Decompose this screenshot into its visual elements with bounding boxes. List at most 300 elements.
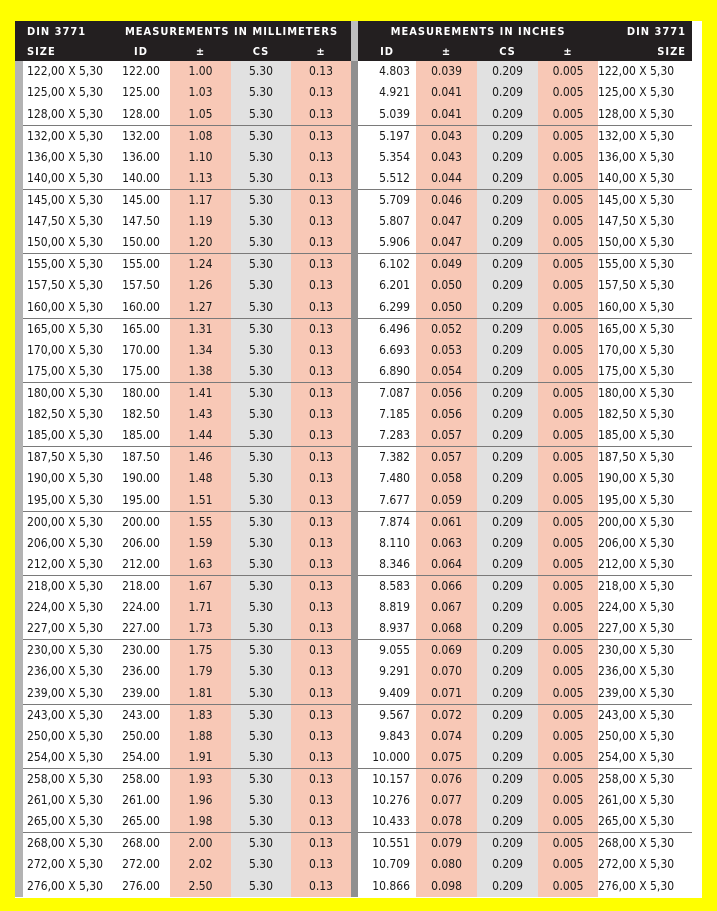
row-left-bar (15, 640, 23, 662)
mm-id-tolerance-cell: 2.50 (170, 876, 231, 897)
mm-cs-cell: 5.30 (231, 447, 291, 469)
din-size-left: 218,00 X 5,30 (23, 575, 112, 597)
inch-cs-tolerance-cell: 0.005 (538, 425, 598, 447)
inch-id-cell: 7.874 (358, 511, 416, 533)
column-divider (351, 876, 358, 897)
column-divider (351, 361, 358, 383)
mm-id-tolerance-cell: 1.79 (170, 661, 231, 682)
inch-cs-tolerance-cell: 0.005 (538, 297, 598, 319)
row-left-bar (15, 297, 23, 319)
inch-id-cell: 7.382 (358, 447, 416, 469)
mm-cs-cell: 5.30 (231, 189, 291, 211)
mm-id-cell: 190.00 (112, 468, 170, 489)
inch-id-cell: 10.551 (358, 833, 416, 855)
mm-cs-cell: 5.30 (231, 168, 291, 190)
mm-id-tolerance-cell: 1.34 (170, 340, 231, 361)
inch-cs-tolerance-cell: 0.005 (538, 104, 598, 126)
mm-cs-tolerance-cell: 0.13 (291, 533, 351, 554)
inch-cs-tolerance-cell: 0.005 (538, 726, 598, 747)
mm-cs-cell: 5.30 (231, 318, 291, 340)
mm-cs-cell: 5.30 (231, 125, 291, 147)
table-row (15, 254, 692, 276)
inch-id-cell: 5.197 (358, 125, 416, 147)
mm-id-tolerance-cell: 1.41 (170, 382, 231, 404)
inch-id-tolerance-cell: 0.079 (416, 833, 477, 855)
mm-cs-cell: 5.30 (231, 683, 291, 705)
din-size-right: 157,50 X 5,30 (598, 275, 692, 296)
mm-cs-cell: 5.30 (231, 704, 291, 726)
din-size-right: 182,50 X 5,30 (598, 404, 692, 425)
column-divider (351, 104, 358, 126)
inch-cs-cell: 0.209 (477, 640, 538, 662)
column-divider (351, 575, 358, 597)
inch-cs-tolerance-cell: 0.005 (538, 490, 598, 512)
inch-cs-tolerance-cell: 0.005 (538, 790, 598, 811)
inch-cs-tolerance-cell: 0.005 (538, 125, 598, 147)
column-divider (351, 618, 358, 640)
column-divider (351, 704, 358, 726)
mm-cs-tolerance-cell: 0.13 (291, 854, 351, 875)
mm-cs-tolerance-cell: 0.13 (291, 661, 351, 682)
mm-cs-tolerance-cell: 0.13 (291, 768, 351, 790)
din-size-right: 187,50 X 5,30 (598, 447, 692, 469)
mm-id-header: ID (134, 44, 148, 58)
row-left-bar (15, 318, 23, 340)
table-row (15, 683, 692, 705)
mm-cs-cell: 5.30 (231, 533, 291, 554)
din-size-right: 136,00 X 5,30 (598, 147, 692, 168)
inch-id-cell: 5.512 (358, 168, 416, 190)
mm-cs-cell: 5.30 (231, 597, 291, 618)
din-size-right: 185,00 X 5,30 (598, 425, 692, 447)
din-size-left: 265,00 X 5,30 (23, 811, 112, 833)
inch-id-cell: 7.480 (358, 468, 416, 489)
mm-id-tolerance-cell: 1.00 (170, 61, 231, 82)
right-size-header-line1: DIN 3771 (626, 24, 687, 38)
inch-id-tolerance-cell: 0.052 (416, 318, 477, 340)
inch-cs-tolerance-cell: 0.005 (538, 232, 598, 254)
din-size-left: 268,00 X 5,30 (23, 833, 112, 855)
column-divider (351, 468, 358, 489)
mm-id-tolerance-cell: 1.26 (170, 275, 231, 296)
inch-cs-tolerance-cell: 0.005 (538, 147, 598, 168)
mm-id-tolerance-cell: 2.02 (170, 854, 231, 875)
din-size-left: 258,00 X 5,30 (23, 768, 112, 790)
inch-cs-cell: 0.209 (477, 704, 538, 726)
inch-cs-tolerance-cell: 0.005 (538, 683, 598, 705)
mm-cs-tolerance-cell: 0.13 (291, 275, 351, 296)
din-size-right: 239,00 X 5,30 (598, 683, 692, 705)
mm-cs-cell: 5.30 (231, 232, 291, 254)
row-left-bar (15, 232, 23, 254)
column-divider (351, 490, 358, 512)
din-size-left: 165,00 X 5,30 (23, 318, 112, 340)
mm-cs-tolerance-cell: 0.13 (291, 61, 351, 82)
mm-id-cell: 157.50 (112, 275, 170, 296)
din-size-right: 227,00 X 5,30 (598, 618, 692, 640)
inch-header: MEASUREMENTS IN INCHES (390, 24, 566, 38)
inch-id-tolerance-cell: 0.053 (416, 340, 477, 361)
column-divider (351, 189, 358, 211)
inch-id-cell: 8.937 (358, 618, 416, 640)
column-divider (351, 833, 358, 855)
inch-cs-cell: 0.209 (477, 425, 538, 447)
din-size-left: 261,00 X 5,30 (23, 790, 112, 811)
din-size-left: 157,50 X 5,30 (23, 275, 112, 296)
din-size-left: 230,00 X 5,30 (23, 640, 112, 662)
inch-cs-cell: 0.209 (477, 683, 538, 705)
inch-cs-cell: 0.209 (477, 511, 538, 533)
inch-id-tolerance-cell: 0.047 (416, 211, 477, 232)
inch-id-cell: 9.567 (358, 704, 416, 726)
din-size-right: 254,00 X 5,30 (598, 747, 692, 769)
inch-id-cell: 10.000 (358, 747, 416, 769)
inch-cs-cell: 0.209 (477, 297, 538, 319)
din-size-right: 230,00 X 5,30 (598, 640, 692, 662)
inch-id-cell: 8.819 (358, 597, 416, 618)
mm-cs-cell: 5.30 (231, 575, 291, 597)
inch-cs-cell: 0.209 (477, 490, 538, 512)
din-size-left: 200,00 X 5,30 (23, 511, 112, 533)
left-size-header-line2: SIZE (27, 44, 56, 58)
inch-id-tolerance-cell: 0.043 (416, 125, 477, 147)
row-left-bar (15, 211, 23, 232)
mm-id-cell: 182.50 (112, 404, 170, 425)
din-size-left: 182,50 X 5,30 (23, 404, 112, 425)
inch-cs-cell: 0.209 (477, 275, 538, 296)
din-size-right: 132,00 X 5,30 (598, 125, 692, 147)
mm-cs-tolerance-cell: 0.13 (291, 125, 351, 147)
inch-cs-tolerance-cell: 0.005 (538, 61, 598, 82)
table-row (15, 597, 692, 618)
table-row (15, 768, 692, 790)
inch-cs-cell: 0.209 (477, 125, 538, 147)
table-row (15, 511, 692, 533)
din-size-right: 128,00 X 5,30 (598, 104, 692, 126)
din-size-right: 175,00 X 5,30 (598, 361, 692, 383)
mm-cs-tolerance-header: ± (316, 44, 326, 58)
inch-id-cell: 4.921 (358, 82, 416, 103)
inch-id-tolerance-cell: 0.056 (416, 404, 477, 425)
inch-id-cell: 5.354 (358, 147, 416, 168)
mm-cs-tolerance-cell: 0.13 (291, 704, 351, 726)
inch-cs-tolerance-cell: 0.005 (538, 533, 598, 554)
inch-id-cell: 9.843 (358, 726, 416, 747)
mm-cs-cell: 5.30 (231, 340, 291, 361)
table-row (15, 147, 692, 168)
mm-id-cell: 243.00 (112, 704, 170, 726)
mm-id-tolerance-cell: 1.98 (170, 811, 231, 833)
din-size-left: 254,00 X 5,30 (23, 747, 112, 769)
mm-cs-tolerance-cell: 0.13 (291, 447, 351, 469)
inch-cs-cell: 0.209 (477, 790, 538, 811)
inch-cs-cell: 0.209 (477, 168, 538, 190)
table-row (15, 533, 692, 554)
inch-id-tolerance-cell: 0.074 (416, 726, 477, 747)
inch-cs-tolerance-cell: 0.005 (538, 618, 598, 640)
din-size-left: 276,00 X 5,30 (23, 876, 112, 897)
mm-cs-tolerance-cell: 0.13 (291, 833, 351, 855)
mm-id-cell: 224.00 (112, 597, 170, 618)
inch-cs-cell: 0.209 (477, 82, 538, 103)
table-header (15, 21, 692, 61)
din-size-right: 165,00 X 5,30 (598, 318, 692, 340)
mm-cs-cell: 5.30 (231, 275, 291, 296)
table-row (15, 61, 692, 82)
inch-id-cell: 8.583 (358, 575, 416, 597)
inch-id-tolerance-cell: 0.058 (416, 468, 477, 489)
inch-id-tolerance-cell: 0.070 (416, 661, 477, 682)
inch-cs-cell: 0.209 (477, 61, 538, 82)
din-size-left: 155,00 X 5,30 (23, 254, 112, 276)
inch-id-cell: 7.185 (358, 404, 416, 425)
mm-id-cell: 258.00 (112, 768, 170, 790)
inch-cs-header: CS (499, 44, 516, 58)
column-divider (351, 297, 358, 319)
row-left-bar (15, 61, 23, 82)
inch-cs-cell: 0.209 (477, 104, 538, 126)
column-divider (351, 640, 358, 662)
row-left-bar (15, 683, 23, 705)
mm-cs-tolerance-cell: 0.13 (291, 425, 351, 447)
column-divider (351, 147, 358, 168)
inch-cs-tolerance-cell: 0.005 (538, 340, 598, 361)
mm-id-cell: 212.00 (112, 554, 170, 576)
din-size-right: 145,00 X 5,30 (598, 189, 692, 211)
mm-cs-cell: 5.30 (231, 661, 291, 682)
inch-cs-tolerance-cell: 0.005 (538, 254, 598, 276)
inch-cs-cell: 0.209 (477, 661, 538, 682)
inch-cs-cell: 0.209 (477, 533, 538, 554)
inch-cs-tolerance-cell: 0.005 (538, 511, 598, 533)
table-row (15, 704, 692, 726)
mm-id-cell: 145.00 (112, 189, 170, 211)
din-size-left: 145,00 X 5,30 (23, 189, 112, 211)
mm-id-cell: 218.00 (112, 575, 170, 597)
column-divider (351, 254, 358, 276)
mm-id-cell: 265.00 (112, 811, 170, 833)
inch-id-tolerance-cell: 0.080 (416, 854, 477, 875)
mm-cs-tolerance-cell: 0.13 (291, 211, 351, 232)
din-size-right: 258,00 X 5,30 (598, 768, 692, 790)
din-size-right: 243,00 X 5,30 (598, 704, 692, 726)
mm-cs-cell: 5.30 (231, 490, 291, 512)
inch-cs-tolerance-cell: 0.005 (538, 382, 598, 404)
inch-id-cell: 7.283 (358, 425, 416, 447)
inch-id-tolerance-cell: 0.063 (416, 533, 477, 554)
mm-cs-cell: 5.30 (231, 833, 291, 855)
mm-cs-cell: 5.30 (231, 361, 291, 383)
mm-id-tolerance-cell: 1.38 (170, 361, 231, 383)
din-size-right: 190,00 X 5,30 (598, 468, 692, 489)
column-divider (351, 511, 358, 533)
inch-id-tolerance-cell: 0.039 (416, 61, 477, 82)
inch-cs-tolerance-cell: 0.005 (538, 811, 598, 833)
inch-id-tolerance-cell: 0.075 (416, 747, 477, 769)
din-size-left: 140,00 X 5,30 (23, 168, 112, 190)
din-size-left: 175,00 X 5,30 (23, 361, 112, 383)
mm-id-cell: 132.00 (112, 125, 170, 147)
mm-cs-cell: 5.30 (231, 425, 291, 447)
inch-id-tolerance-cell: 0.064 (416, 554, 477, 576)
mm-cs-tolerance-cell: 0.13 (291, 297, 351, 319)
mm-id-cell: 227.00 (112, 618, 170, 640)
inch-cs-cell: 0.209 (477, 833, 538, 855)
din-size-right: 180,00 X 5,30 (598, 382, 692, 404)
inch-id-tolerance-cell: 0.059 (416, 490, 477, 512)
inch-id-tolerance-cell: 0.057 (416, 447, 477, 469)
mm-id-cell: 122.00 (112, 61, 170, 82)
row-left-bar (15, 404, 23, 425)
din-size-right: 122,00 X 5,30 (598, 61, 692, 82)
inch-cs-tolerance-cell: 0.005 (538, 597, 598, 618)
right-size-header-line2: SIZE (657, 44, 687, 58)
mm-cs-tolerance-cell: 0.13 (291, 490, 351, 512)
inch-cs-tolerance-cell: 0.005 (538, 833, 598, 855)
din-size-right: 272,00 X 5,30 (598, 854, 692, 875)
mm-id-tolerance-cell: 1.91 (170, 747, 231, 769)
mm-header: MEASUREMENTS IN MILLIMETERS (124, 24, 339, 38)
din-size-left: 250,00 X 5,30 (23, 726, 112, 747)
inch-cs-cell: 0.209 (477, 147, 538, 168)
din-size-right: 140,00 X 5,30 (598, 168, 692, 190)
din-size-right: 170,00 X 5,30 (598, 340, 692, 361)
mm-id-cell: 195.00 (112, 490, 170, 512)
mm-id-cell: 150.00 (112, 232, 170, 254)
size-chart-sheet (15, 21, 702, 898)
inch-id-cell: 4.803 (358, 61, 416, 82)
inch-id-cell: 5.807 (358, 211, 416, 232)
table-row (15, 447, 692, 469)
column-divider (351, 318, 358, 340)
mm-id-cell: 230.00 (112, 640, 170, 662)
inch-cs-tolerance-cell: 0.005 (538, 361, 598, 383)
inch-id-tolerance-cell: 0.047 (416, 232, 477, 254)
header-gap (351, 21, 358, 41)
inch-id-tolerance-header: ± (441, 44, 452, 58)
din-size-right: 261,00 X 5,30 (598, 790, 692, 811)
row-left-bar (15, 425, 23, 447)
inch-id-tolerance-cell: 0.046 (416, 189, 477, 211)
inch-cs-cell: 0.209 (477, 340, 538, 361)
inch-cs-cell: 0.209 (477, 404, 538, 425)
inch-cs-tolerance-cell: 0.005 (538, 876, 598, 897)
inch-cs-cell: 0.209 (477, 254, 538, 276)
mm-id-cell: 170.00 (112, 340, 170, 361)
header-gap (351, 41, 358, 61)
mm-cs-tolerance-cell: 0.13 (291, 168, 351, 190)
inch-id-cell: 9.055 (358, 640, 416, 662)
inch-id-cell: 7.087 (358, 382, 416, 404)
mm-cs-tolerance-cell: 0.13 (291, 147, 351, 168)
table-row (15, 232, 692, 254)
mm-id-tolerance-cell: 1.08 (170, 125, 231, 147)
row-left-bar (15, 597, 23, 618)
mm-cs-tolerance-cell: 0.13 (291, 683, 351, 705)
inch-id-cell: 6.201 (358, 275, 416, 296)
mm-id-cell: 187.50 (112, 447, 170, 469)
column-divider (351, 82, 358, 103)
row-left-bar (15, 790, 23, 811)
inch-id-cell: 10.866 (358, 876, 416, 897)
column-divider (351, 211, 358, 232)
inch-id-cell: 6.496 (358, 318, 416, 340)
din-size-left: 272,00 X 5,30 (23, 854, 112, 875)
mm-cs-tolerance-cell: 0.13 (291, 361, 351, 383)
mm-cs-tolerance-cell: 0.13 (291, 790, 351, 811)
mm-cs-tolerance-cell: 0.13 (291, 468, 351, 489)
inch-id-tolerance-cell: 0.072 (416, 704, 477, 726)
row-left-bar (15, 533, 23, 554)
mm-id-cell: 200.00 (112, 511, 170, 533)
din-size-right: 276,00 X 5,30 (598, 876, 692, 897)
mm-cs-tolerance-cell: 0.13 (291, 232, 351, 254)
row-left-bar (15, 854, 23, 875)
mm-cs-tolerance-cell: 0.13 (291, 318, 351, 340)
din-size-right: 206,00 X 5,30 (598, 533, 692, 554)
row-left-bar (15, 254, 23, 276)
mm-cs-tolerance-cell: 0.13 (291, 876, 351, 897)
inch-cs-cell: 0.209 (477, 811, 538, 833)
mm-id-tolerance-cell: 1.75 (170, 640, 231, 662)
mm-id-cell: 261.00 (112, 790, 170, 811)
din-size-left: 180,00 X 5,30 (23, 382, 112, 404)
inch-id-tolerance-cell: 0.050 (416, 297, 477, 319)
inch-cs-cell: 0.209 (477, 854, 538, 875)
table-row (15, 340, 692, 361)
table-row (15, 833, 692, 855)
row-left-bar (15, 82, 23, 103)
column-divider (351, 125, 358, 147)
header-left-bar (15, 41, 23, 61)
inch-id-tolerance-cell: 0.049 (416, 254, 477, 276)
row-left-bar (15, 447, 23, 469)
inch-id-cell: 5.906 (358, 232, 416, 254)
table-row (15, 382, 692, 404)
mm-cs-tolerance-cell: 0.13 (291, 404, 351, 425)
inch-cs-tolerance-cell: 0.005 (538, 554, 598, 576)
row-left-bar (15, 554, 23, 576)
table-row (15, 640, 692, 662)
row-left-bar (15, 575, 23, 597)
table-row (15, 554, 692, 576)
column-divider (351, 747, 358, 769)
mm-id-cell: 236.00 (112, 661, 170, 682)
table-row (15, 82, 692, 103)
table-row (15, 425, 692, 447)
mm-cs-cell: 5.30 (231, 554, 291, 576)
header-left-bar (15, 21, 23, 41)
mm-id-tolerance-cell: 1.44 (170, 425, 231, 447)
column-divider (351, 811, 358, 833)
mm-id-tolerance-cell: 1.93 (170, 768, 231, 790)
mm-id-tolerance-cell: 1.55 (170, 511, 231, 533)
mm-cs-cell: 5.30 (231, 104, 291, 126)
inch-cs-tolerance-cell: 0.005 (538, 747, 598, 769)
row-left-bar (15, 661, 23, 682)
mm-id-cell: 206.00 (112, 533, 170, 554)
row-left-bar (15, 275, 23, 296)
inch-cs-tolerance-cell: 0.005 (538, 318, 598, 340)
table-row (15, 575, 692, 597)
din-size-left: 125,00 X 5,30 (23, 82, 112, 103)
mm-cs-cell: 5.30 (231, 382, 291, 404)
inch-id-cell: 9.291 (358, 661, 416, 682)
mm-id-tolerance-cell: 1.51 (170, 490, 231, 512)
mm-id-cell: 125.00 (112, 82, 170, 103)
mm-id-cell: 272.00 (112, 854, 170, 875)
mm-id-tolerance-cell: 1.63 (170, 554, 231, 576)
